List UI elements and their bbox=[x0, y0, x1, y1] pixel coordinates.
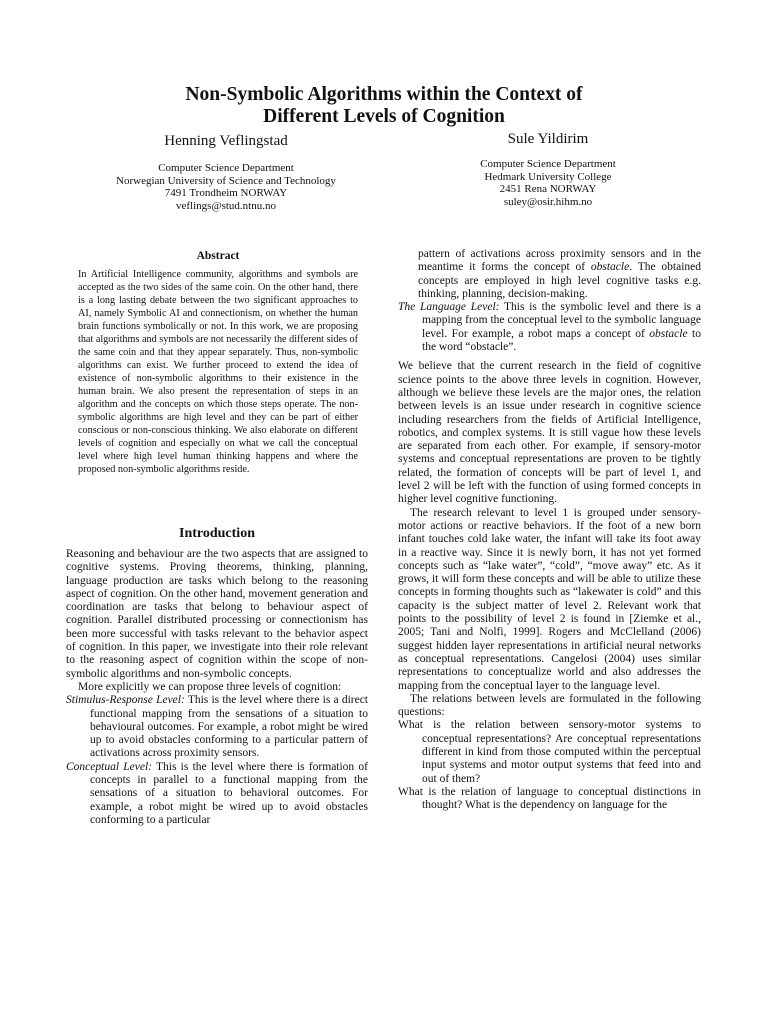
author-affiliation bbox=[96, 162, 356, 212]
stimulus-response-level-term: Stimulus-Response Level: bbox=[66, 694, 185, 707]
body-paragraph-1: We believe that the current research in the field of cognitive science points to the above three levels in cognition. However, although we believe these levels are the major ones, the relation between levels is an issue under research in cognitive science including researchers from the fields of Artificial Intelligence, robotics, and complex systems. It is still vague how these levels are separated from each other. For example, if sensory-motor systems and conceptual representations are proven to be tightly related, the formation of concepts will be part of level 1, and level 2 will be left with the function of using formed concepts in higher level cognitive functioning. bbox=[398, 360, 701, 506]
conceptual-cont-emphasis: obstacle bbox=[590, 261, 630, 274]
language-level-term: The Language Level: bbox=[398, 301, 500, 314]
introduction-heading: Introduction bbox=[179, 526, 255, 541]
author-block-1 bbox=[96, 132, 356, 212]
affiliation-university: Hedmark University College bbox=[484, 170, 612, 183]
paper-title bbox=[100, 84, 668, 128]
language-level-text-b: to the word “obstacle”. bbox=[422, 327, 701, 354]
conceptual-cont-text-b: . The obtained concepts are employed in high level cognitive tasks e.g. thinking, planning, decision-making. bbox=[418, 261, 701, 300]
affiliation-university: Norwegian University of Science and Technology bbox=[116, 174, 336, 187]
conceptual-level-item bbox=[66, 761, 368, 827]
stimulus-response-level-item bbox=[66, 694, 368, 760]
intro-paragraph-2: More explicitly we can propose three levels of cognition: bbox=[78, 680, 342, 693]
affiliation-department: Computer Science Department bbox=[480, 158, 616, 170]
author-affiliation bbox=[420, 158, 676, 208]
language-level-emphasis: obstacle bbox=[649, 327, 688, 340]
conceptual-level-term: Conceptual Level: bbox=[66, 760, 152, 773]
title-line-1: Non-Symbolic Algorithms within the Context of bbox=[185, 84, 583, 105]
conceptual-level-text: This is the level where there is formation of concepts in parallel to a functional mapping from the sensations of a situation to behavioral outcomes. For example, a robot might be wired up to avoid obstacles conforming to a particular bbox=[90, 760, 368, 826]
intro-paragraph-1: Reasoning and behaviour are the two aspects that are assigned to cognitive systems. Proving theorems, thinking, planning, language production are tasks which belong to the reasoning aspect of cognition. On the other hand, movement generation and coordination are tasks that belong to behaviour aspect of cognition. Parallel distributed processing or connectionism has been more successful with tasks relevant to the behavior aspect of cognition. In this paper, we investigate into their role relevant to the reasoning aspect of cognition within the scope of non-symbolic algorithms and non-symbolic concepts. bbox=[66, 548, 368, 680]
affiliation-email: veflings@stud.ntnu.no bbox=[176, 199, 276, 212]
question-2: What is the relation of language to conceptual distinctions in thought? What is the dependency on language for the bbox=[398, 785, 701, 812]
right-column bbox=[398, 248, 701, 812]
title-line-2: Different Levels of Cognition bbox=[263, 106, 505, 127]
conceptual-level-continued bbox=[398, 248, 701, 301]
affiliation-address: 2451 Rena NORWAY bbox=[499, 183, 597, 195]
abstract-text: In Artificial Intelligence community, algorithms and symbols are accepted as the two sides of the same coin. On the other hand, there is a long lasting debate between the two significant approaches to AI, namely Symbolic AI and connectionism, on whether the human brain functions symbolically or not. In this work, we are proposing that algorithms and symbols are not necessarily the different sides of the same coin and that they appear separately. Thus, non-symbolic algorithms can exist. We further proceed to extend the idea of existence of non-symbolic algorithms to their existence in the human brain. We also present the representation of steps in an algorithm and the concepts on which those steps operate. The non-symbolic algorithms are high level and they can be part of either conscious or non-conscious thinking. We also elaborate on different levels of cognition and especially on what we call the conceptual level where high level human thinking happens and where the proposed non-symbolic algorithms reside. bbox=[78, 269, 358, 475]
body-paragraph-3: The relations between levels are formulated in the following questions: bbox=[398, 692, 701, 719]
stimulus-response-level-text: This is the level where there is a direct functional mapping from the sensations of a situation to behavioural outcomes. For example, a robot might be wired up to avoid obstacles conforming to a particular pattern of activations across proximity sensors. bbox=[90, 694, 368, 760]
author-name: Sule Yildirim bbox=[507, 131, 589, 147]
affiliation-email: suley@osir.hihm.no bbox=[503, 195, 593, 208]
author-name: Henning Veflingstad bbox=[164, 133, 288, 149]
left-column bbox=[66, 548, 368, 827]
conceptual-cont-text-a: pattern of activations across proximity sensors and in the meantime it forms the concept of bbox=[418, 248, 701, 274]
body-paragraph-2: The research relevant to level 1 is grouped under sensory-motor actions or reactive behaviors. If the foot of a new born infant touches cold lake water, the infant will take its foot away in a reactive way. Since it is newly born, it has not yet formed concepts such as “lake water”, “cold”, “move away” etc. As it grows, it will form these concepts and will be able to utilize these concepts in forming thoughts such as “lakewater is cold” and this capacity is the subject matter of level 2. Relevant work that points to the possibility of level 2 is found in [Ziemke et al., 2005; Tani and Nolfi, 1999]. Rogers and McClelland (2006) suggest hidden layer representations in artificial neural networks as conceptual representations. Cangelosi (2004) uses similar representations to conceptualize world and also addresses the mapping from the conceptual layer to the language level. bbox=[398, 506, 701, 692]
question-1: What is the relation between sensory-motor systems to conceptual representations? Are conceptual representations different in kind from those computed within the perceptual input systems and motor output systems that feed into and out of them? bbox=[398, 719, 701, 785]
abstract-heading: Abstract bbox=[196, 250, 240, 262]
affiliation-department: Computer Science Department bbox=[158, 162, 294, 174]
language-level-text-a: This is the symbolic level and there is a mapping from the conceptual level to the symbolic language level. For example, a robot maps a concept of bbox=[422, 301, 702, 340]
language-level-item bbox=[398, 301, 701, 354]
affiliation-address: 7491 Trondheim NORWAY bbox=[164, 187, 288, 199]
author-block-2 bbox=[420, 130, 676, 208]
